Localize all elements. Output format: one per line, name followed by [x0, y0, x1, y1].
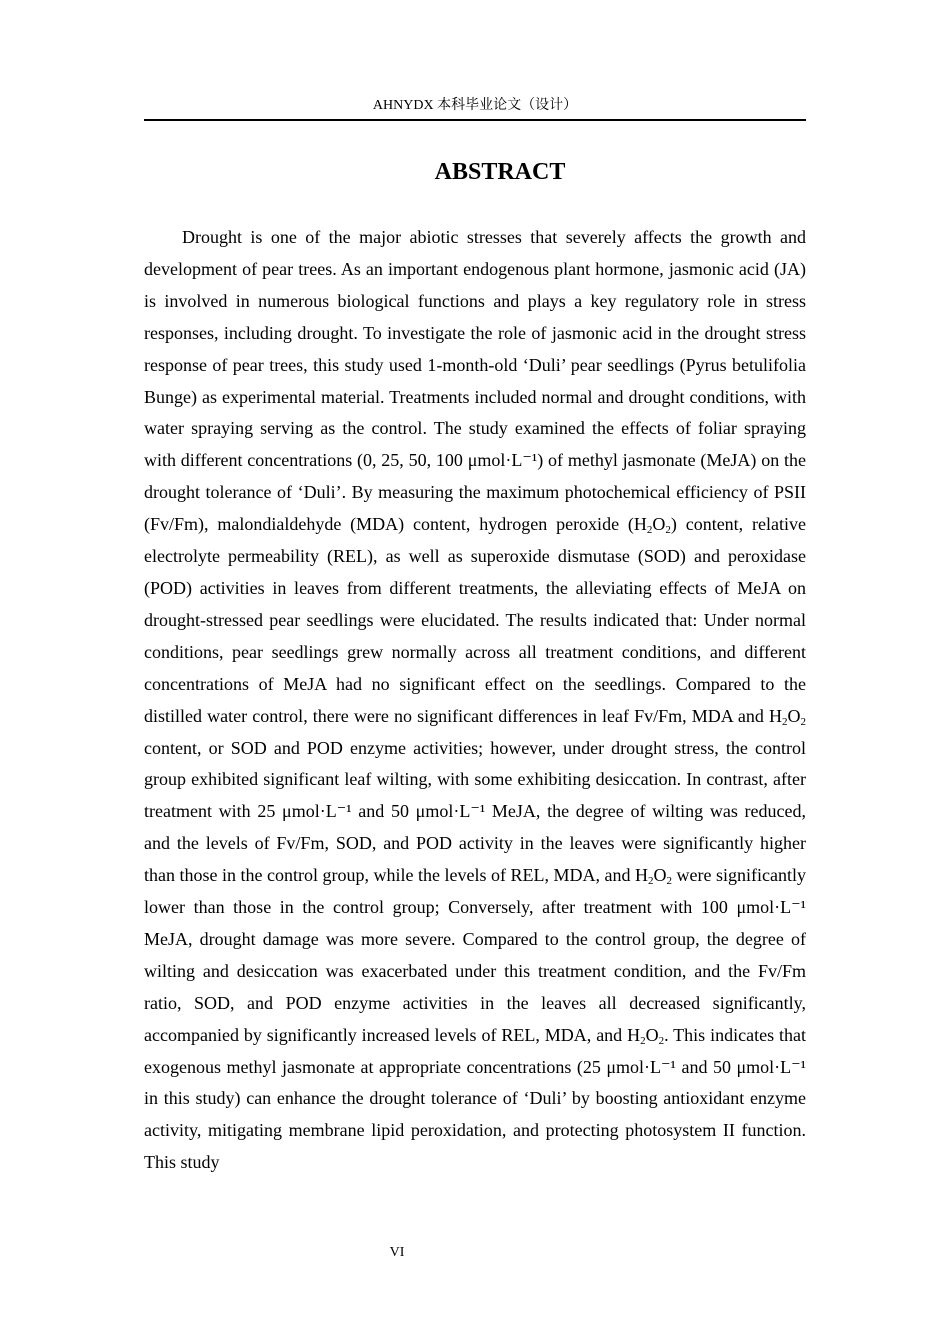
abstract-body: [144, 222, 806, 1179]
header-rule: [144, 119, 806, 121]
page-number: VI: [389, 1245, 405, 1260]
abstract-text-4: were significantly lower than those in the control group; Conversely, after treatment with 100 μmol·L⁻¹ MeJA, drought damage was more severe. Compared to the control group, the degree of wilting and desiccation was exacerbated under this treatment condition, and the Fv/Fm ratio, SOD, and POD enzyme activities in the leaves all decreased significantly, accompanied by significantly increased levels of REL, MDA, and H: [144, 865, 806, 1045]
abstract-text-2: ) content, relative electrolyte permeability (REL), as well as superoxide dismutase (SOD) and peroxidase (POD) activities in leaves from different treatments, the alleviating effects of MeJA on drought-stressed pear seedlings were elucidated. The results indicated that: Under normal conditions, pear seedlings grew normally across all treatment conditions, and different concentrations of MeJA had no significant effect on the seedlings. Compared to the distilled water control, there were no significant differences in leaf Fv/Fm, MDA and H: [144, 514, 806, 726]
subscript-2: 2: [658, 1034, 665, 1047]
subscript-2: 2: [648, 875, 654, 888]
subscript-2: 2: [800, 715, 806, 728]
subscript-2: 2: [666, 875, 673, 888]
subscript-2: 2: [782, 715, 788, 728]
subscript-2: 2: [646, 524, 653, 537]
subscript-2: 2: [665, 524, 671, 537]
oxygen-symbol: O: [652, 514, 666, 535]
oxygen-symbol: O: [787, 705, 801, 726]
oxygen-symbol: O: [653, 865, 667, 886]
abstract-text-1: Drought is one of the major abiotic stresses that severely affects the growth and development of pear trees. As an important endogenous plant hormone, jasmonic acid (JA) is involved in numerous biological functions and plays a key regulatory role in stress responses, including drought. To investigate the role of jasmonic acid in the drought stress response of pear trees, this study used 1-month-old ‘Duli’ pear seedlings (Pyrus betulifolia Bunge) as experimental material. Treatments included normal and drought conditions, with water spraying serving as the control. The study examined the effects of foliar spraying with different concentrations (0, 25, 50, 100 μmol·L⁻¹) of methyl jasmonate (MeJA) on the drought tolerance of ‘Duli’. By measuring the maximum photochemical efficiency of PSII (Fv/Fm), malondialdehyde (MDA) content, hydrogen peroxide (H: [144, 227, 806, 535]
oxygen-symbol: O: [645, 1024, 659, 1045]
abstract-text-5: . This indicates that exogenous methyl jasmonate at appropriate concentrations (25 μmol·L⁻¹ and 50 μmol·L⁻¹ in this study) can enhance the drought tolerance of ‘Duli’ by boosting antioxidant enzyme activity, mitigating membrane lipid peroxidation, and protecting photosystem II function. This study: [144, 1024, 806, 1173]
subscript-2: 2: [640, 1034, 646, 1047]
abstract-text-3: content, or SOD and POD enzyme activities; however, under drought stress, the control group exhibited significant leaf wilting, with some exhibiting desiccation. In contrast, after treatment with 25 μmol·L⁻¹ and 50 μmol·L⁻¹ MeJA, the degree of wilting was reduced, and the levels of Fv/Fm, SOD, and POD activity in the leaves were significantly higher than those in the control group, while the levels of REL, MDA, and H: [144, 737, 806, 886]
running-header: AHNYDX 本科毕业论文（设计）: [372, 98, 578, 113]
abstract-title: ABSTRACT: [434, 159, 566, 185]
